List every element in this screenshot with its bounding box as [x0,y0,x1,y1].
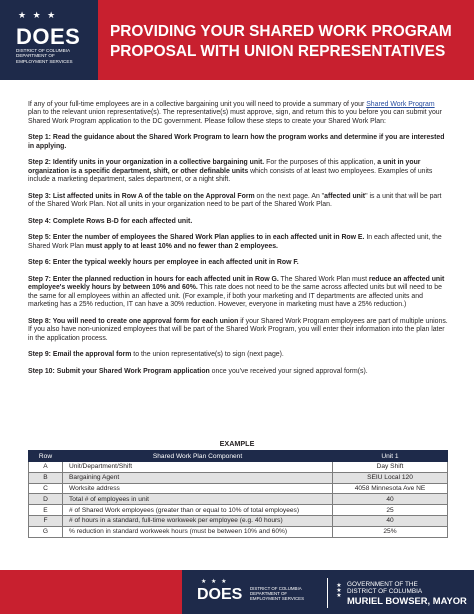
row-unit-value: 25 [333,505,448,516]
row-letter: A [29,462,63,473]
step-text: if your Shared Work Program employees are part of multiple unions. If you also have non-unionized employees that will be part of the Shared Work Program, you will enter their information into the plan later in the application process. [28,317,448,342]
step-text: to the union representative(s) to sign (next page). [131,351,284,359]
row-component: Unit/Department/Shift [63,462,333,473]
table-row [29,505,448,516]
logo-subtitle [16,48,96,64]
footer-logo-subtitle [250,586,304,601]
row-letter: C [29,483,63,494]
footer-stars-icon: ★ ★ ★ [201,579,228,585]
row-component: Worksite address [63,483,333,494]
table-row [29,462,448,473]
page-title [110,22,468,62]
logo-subtitle-line: EMPLOYMENT SERVICES [16,58,73,64]
step-heading: Step 6: Enter the typical weekly hours per employee in each affected unit in Row F. [28,259,299,267]
step-heading: Step 1: Read the guidance about the Shared Work Program to learn how the program works and determine if you are interested in applying. [28,134,445,150]
row-unit-value: 4058 Minnesota Ave NE [333,483,448,494]
table-row [29,483,448,494]
step-text: on the next page. An " [254,192,325,200]
row-letter: F [29,515,63,526]
row-letter: G [29,526,63,537]
step-emphasis: a unit in your organization is a specific department, shift, or other definable units [28,159,421,175]
row-component: Bargaining Agent [63,472,333,483]
footer-subtitle-line: DEPARTMENT OF [250,591,288,596]
row-unit-value: 25% [333,526,448,537]
does-logo [0,0,98,80]
table-row [29,515,448,526]
table-header-row [29,451,448,462]
step-5 [28,234,448,251]
title-line: PROPOSAL WITH UNION REPRESENTATIVES [110,43,446,60]
government-line: DISTRICT OF COLUMBIA [347,588,423,595]
footer-does-logo: DOES [197,586,243,603]
step-text: This rate does not need to be the same across affected units but will need to be the same for all employees within an affected unit. (For example, if both your marketing and IT departments are affected units and marketing has a 25% reduction, IT can have a 30% reduction. However, everyone in marketing must have a 25% reduction.) [28,284,442,309]
step-heading: Step 4: Complete Rows B-D for each affected unit. [28,217,193,225]
step-text: The Shared Work Plan must [278,276,369,283]
row-component: % reduction in standard workweek hours (must be between 10% and 60%) [63,526,333,537]
step-text: For the purposes of this application, [264,159,378,167]
step-heading: Step 7: Enter the planned reduction in hours for each affected unit in Row G. [28,276,279,283]
logo-subtitle-line: DISTRICT OF COLUMBIA [16,48,71,53]
step-emphasis: affected unit [324,192,366,200]
dc-flag-stars-icon: ★ ★ ★ [336,583,342,599]
example-table [28,450,448,538]
intro-paragraph [28,101,448,126]
page-header [0,0,474,80]
step-text: once you've received your signed approval form(s). [209,367,368,375]
step-3 [28,193,448,210]
step-9 [28,351,448,359]
step-6 [28,259,448,267]
logo-wordmark: DOES [16,24,81,49]
page-footer [0,570,474,614]
step-8 [28,318,448,343]
step-heading: Step 10: Submit your Shared Work Program application [28,367,210,375]
step-10 [28,368,448,376]
government-line: GOVERNMENT OF THE [347,581,418,588]
step-4 [28,218,448,226]
step-1 [28,134,448,151]
step-heading: Step 9: Email the approval form [28,351,132,359]
step-text: In each affected unit, the Shared Work Plan [28,234,442,250]
mayor-name: MURIEL BOWSER, MAYOR [347,595,467,606]
table-row [29,472,448,483]
row-unit-value: SEIU Local 120 [333,472,448,483]
step-7 [28,276,448,310]
footer-subtitle-line: DISTRICT OF COLUMBIA [250,586,302,591]
step-heading: Step 8: You will need to create one approval form for each union [28,317,239,325]
step-heading: Step 5: Enter the number of employees the Shared Work Plan applies to in each affected unit in Row E. [28,234,365,242]
footer-subtitle-line: EMPLOYMENT SERVICES [250,596,305,601]
row-letter: D [29,494,63,505]
step-text: which consists of at least two employees. Examples of units include a marketing department, sales department, or a night shift. [28,167,433,184]
government-label [347,581,422,595]
step-heading: Step 2: Identify units in your organization in a collective bargaining unit. [28,159,265,167]
step-heading: Step 3: List affected units in Row A of the table on the Approval Form [28,192,255,200]
step-emphasis: reduce an affected unit employee's weekly hours by between 10% and 60%. [28,276,445,292]
instructions [28,101,448,384]
shared-work-program-link[interactable]: Shared Work Program [366,101,435,108]
row-unit-value: Day Shift [333,462,448,473]
row-unit-value: 40 [333,494,448,505]
column-header-component: Shared Work Plan Component [63,451,333,462]
column-header-unit: Unit 1 [333,451,448,462]
title-line: PROVIDING YOUR SHARED WORK PROGRAM [110,23,452,40]
step-text: " is a unit that will be part of the Shared Work Plan. Not all units in your organization need to be part of the Shared Work Plan. [28,192,442,209]
step-2 [28,159,448,184]
footer-red-band [0,570,182,614]
table-row [29,494,448,505]
example-title: EXAMPLE [219,439,255,448]
row-letter: E [29,505,63,516]
logo-stars-icon: ★ ★ ★ [18,10,58,20]
row-component: # of Shared Work employees (greater than or equal to 10% of total employees) [63,505,333,516]
row-component: # of hours in a standard, full-time workweek per employee (e.g. 40 hours) [63,515,333,526]
row-component: Total # of employees in unit [63,494,333,505]
step-emphasis: must apply to at least 10% and no fewer than 2 employees. [85,242,278,250]
table-row [29,526,448,537]
intro-text: plan to the relevant union representative(s). The representative(s) must approve, sign, and return this to you before you can submit your Shared Work Program application to the DC government. Please follow these steps to create your Shared Work Plan: [28,109,442,125]
column-header-row: Row [29,451,63,462]
row-unit-value: 40 [333,515,448,526]
footer-divider [327,578,328,608]
row-letter: B [29,472,63,483]
logo-subtitle-line: DEPARTMENT OF [16,53,55,59]
intro-text: If any of your full-time employees are in a collective bargaining unit you will need to provide a summary of your [28,101,367,108]
